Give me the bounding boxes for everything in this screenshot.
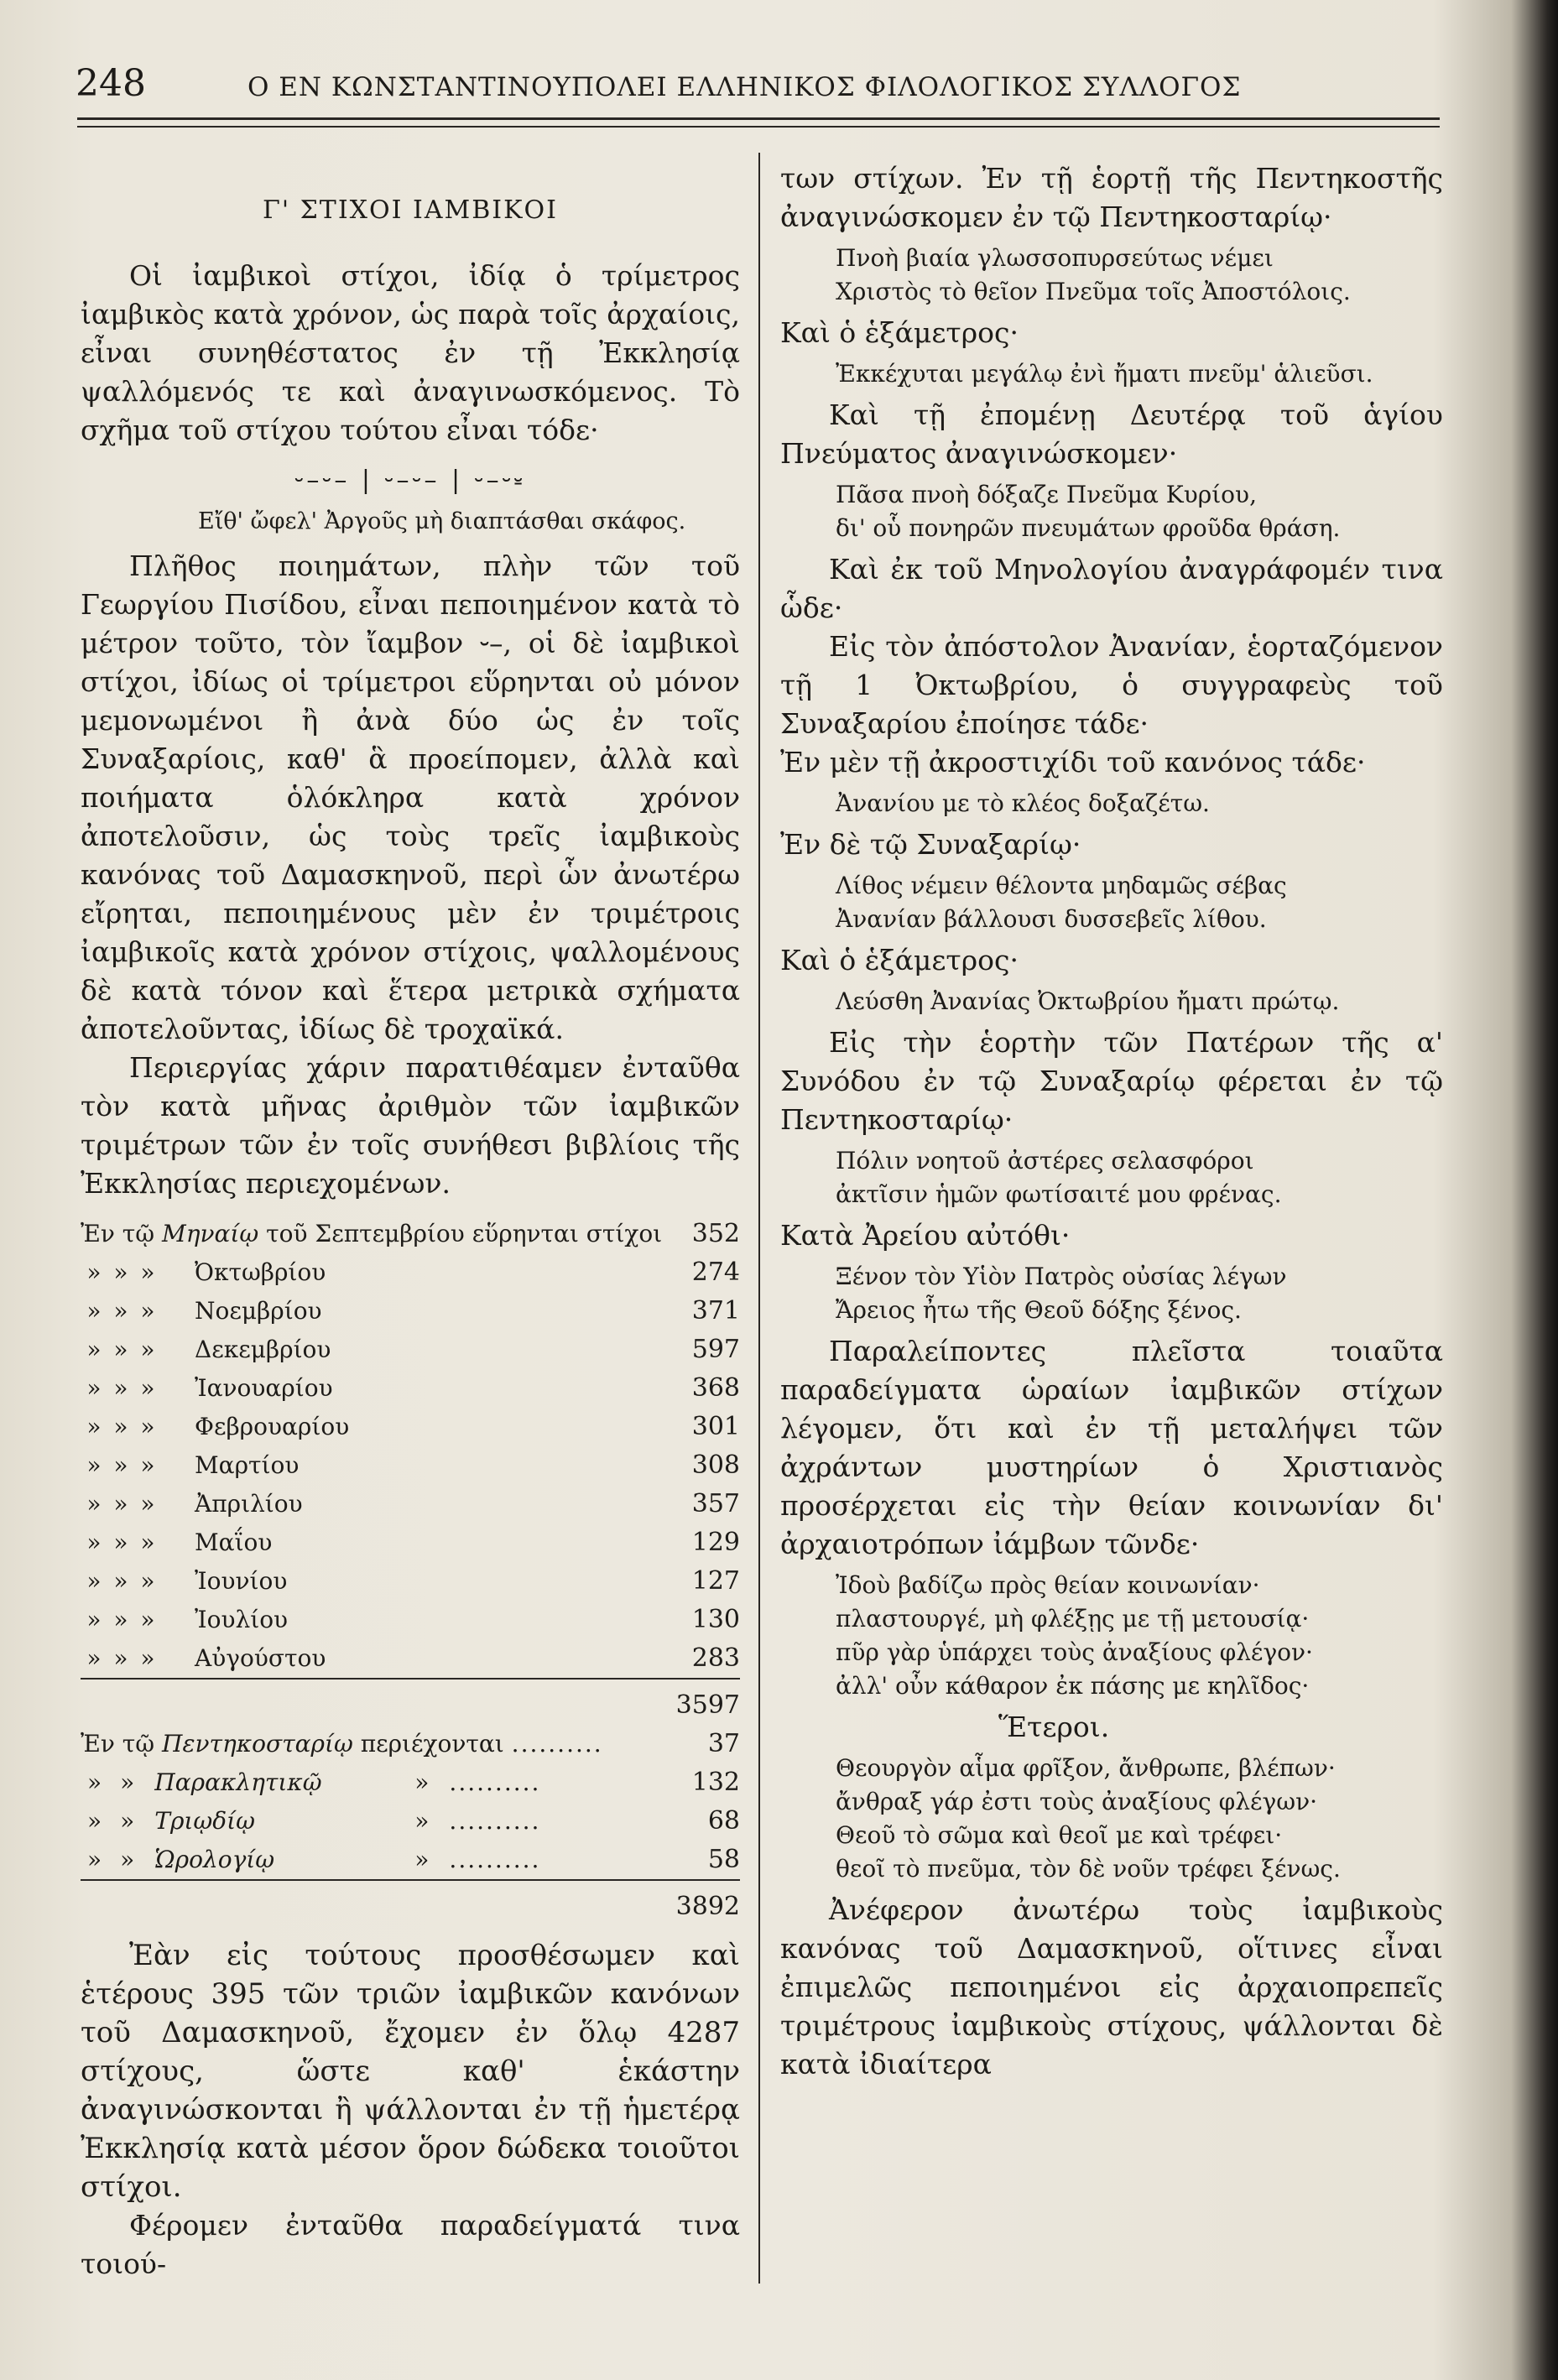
ditto-mark: » bbox=[113, 1336, 128, 1363]
ditto-mark: » bbox=[113, 1490, 128, 1518]
ditto-mark: » bbox=[86, 1529, 102, 1556]
paragraph: Εἰς τὴν ἑορτὴν τῶν Πατέρων τῆς α' Συνόδου ἐν τῷ Συναξαρίῳ φέρεται ἐν τῷ Πεντηκοσταρίῳ· bbox=[780, 1026, 1443, 1136]
ditto-mark: » bbox=[87, 1846, 102, 1873]
ditto-mark: » bbox=[120, 1768, 135, 1796]
table-row bbox=[81, 1253, 740, 1292]
ditto-mark: » bbox=[86, 1336, 102, 1363]
row-month: Ὀκτωβρίου bbox=[195, 1258, 326, 1286]
ditto-mark: » bbox=[113, 1529, 128, 1556]
verse-block bbox=[780, 1569, 1443, 1703]
ditto-mark: » bbox=[113, 1413, 128, 1440]
section-heading: Γ' ΣΤΙΧΟΙ ΙΑΜΒΙΚΟΙ bbox=[263, 195, 558, 225]
verse-line: Πόλιν νοητοῦ ἀστέρες σελασφόροι bbox=[836, 1147, 1254, 1174]
page-header bbox=[76, 62, 1451, 112]
ditto-mark: » bbox=[86, 1413, 102, 1440]
row-month: Αὐγούστου bbox=[195, 1644, 326, 1672]
book-name: Ὡρολογίῳ bbox=[154, 1846, 275, 1873]
verse-block bbox=[780, 1144, 1443, 1211]
row-month: Ἰουνίου bbox=[195, 1567, 288, 1595]
verse-line: Ἀνανίου με τὸ κλέος δοξαζέτω. bbox=[836, 789, 1210, 817]
column-divider bbox=[758, 153, 760, 2284]
paragraph: Καὶ ὁ ἑξάμετρος· bbox=[780, 944, 1019, 976]
row-value: 127 bbox=[691, 1566, 740, 1596]
row-month: Ἰουλίου bbox=[195, 1606, 289, 1633]
row-month: τοῦ Σεπτεμβρίου εὕρηνται στίχοι bbox=[266, 1220, 663, 1247]
running-title: Ο ΕΝ ΚΩΝΣΤΑΝΤΙΝΟΥΠΟΛΕΙ ΕΛΛΗΝΙΚΟΣ ΦΙΛΟΛΟΓΙΚΟΣ ΣΥΛΛΟΓΟΣ bbox=[248, 72, 1242, 102]
row-month: Ἀπριλίου bbox=[195, 1490, 303, 1518]
row-month: Δεκεμβρίου bbox=[195, 1336, 331, 1363]
verse-block bbox=[780, 1752, 1443, 1886]
row-value: 368 bbox=[691, 1373, 740, 1403]
ditto-mark: » bbox=[140, 1490, 155, 1518]
ditto-mark: » bbox=[113, 1451, 128, 1479]
ditto-mark: » bbox=[140, 1567, 155, 1595]
ditto-mark: » bbox=[140, 1374, 155, 1402]
ditto-mark: » bbox=[87, 1768, 102, 1796]
row-value: 37 bbox=[707, 1729, 740, 1758]
row-month: Ἰανουαρίου bbox=[195, 1374, 333, 1402]
verse-line: Πᾶσα πνοὴ δόξαζε Πνεῦμα Κυρίου, bbox=[836, 481, 1257, 508]
ditto-mark: » bbox=[140, 1451, 155, 1479]
table-row bbox=[81, 1562, 740, 1601]
verse-block bbox=[780, 242, 1443, 309]
table-row bbox=[81, 1841, 740, 1880]
verse-line: δι' οὗ πονηρῶν πνευμάτων φροῦδα θράση. bbox=[836, 514, 1341, 542]
verse-line: ἀλλ' οὖν κάθαρον ἐκ πάσης με κηλῖδος· bbox=[836, 1672, 1310, 1700]
verse-block bbox=[780, 985, 1443, 1018]
verse-line: Πνοὴ βιαία γλωσσοπυρσεύτως νέμει bbox=[836, 244, 1274, 272]
row-month: Φεβρουαρίου bbox=[195, 1413, 350, 1440]
ditto-mark: » bbox=[86, 1451, 102, 1479]
paragraph: Καὶ τῇ ἐπομένῃ Δευτέρᾳ τοῦ ἁγίου Πνεύματος ἀναγινώσκομεν· bbox=[780, 398, 1443, 470]
ditto-mark: » bbox=[113, 1297, 128, 1325]
paragraph: Ἀνέφερον ἀνωτέρω τοὺς ἰαμβικοὺς κανόνας τοῦ Δαμασκηνοῦ, οἵτινες εἶναι ἐπιμελῶς πεποιημένοι εἰς ἀρχαιοπρεπεῖς τριμέτρους ἰαμβικοὺς στίχους, ψάλλονται δὲ κατὰ ἰδιαίτερα bbox=[780, 1893, 1443, 2081]
table-row bbox=[81, 1292, 740, 1331]
ditto-mark: » bbox=[113, 1606, 128, 1633]
row-month: Νοεμβρίου bbox=[195, 1297, 322, 1325]
ditto-mark: » bbox=[140, 1413, 155, 1440]
ditto-mark: » bbox=[86, 1297, 102, 1325]
ditto-mark: » bbox=[140, 1297, 155, 1325]
header-rule-thin bbox=[77, 126, 1440, 128]
paragraph: Εἰς τὸν ἀπόστολον Ἀνανίαν, ἑορταζόμενον τῇ 1 Ὀκτωβρίου, ὁ συγγραφεὺς τοῦ Συναξαρίου ἐποίησε τάδε· bbox=[780, 630, 1443, 740]
verse-line: θεοῖ τὸ πνεῦμα, τὸν δὲ νοῦν τρέφει ξένως. bbox=[836, 1855, 1341, 1883]
leader-dots: .......... bbox=[449, 1768, 541, 1796]
subtotal-value: 3597 bbox=[664, 1679, 740, 1725]
paragraph: Καὶ ὁ ἑξάμετρος· bbox=[780, 316, 1019, 349]
left-column bbox=[81, 159, 740, 2284]
paragraph: Καὶ ἐκ τοῦ Μηνολογίου ἀναγράφομέν τινα ὧδε· bbox=[780, 553, 1443, 624]
row-value: 352 bbox=[691, 1219, 740, 1248]
paragraph: Περιεργίας χάριν παρατιθέαμεν ἐνταῦθα τὸν κατὰ μῆνας ἀριθμὸν τῶν ἰαμβικῶν τριμέτρων τῶν ἐν τοῖς συνήθεσι βιβλίοις τῆς Ἐκκλησίας περιεχομένων. bbox=[81, 1051, 740, 1200]
book-name: Πεντηκοσταρίῳ bbox=[162, 1730, 353, 1758]
verse-line: πῦρ γὰρ ὑπάρχει τοὺς ἀναξίους φλέγον· bbox=[836, 1638, 1313, 1666]
paragraph: Οἱ ἰαμβικοὶ στίχοι, ἰδίᾳ ὁ τρίμετρος ἰαμβικὸς κατὰ χρόνον, ὡς παρὰ τοῖς ἀρχαίοις, εἶναι συνηθέστατος ἐν τῇ Ἐκκλησίᾳ ψαλλόμενός τε καὶ ἀναγινωσκόμενος. Τὸ σχῆμα τοῦ στίχου τούτου εἶναι τόδε· bbox=[81, 259, 740, 446]
right-column bbox=[780, 159, 1443, 2084]
book-name: Παρακλητικῷ bbox=[154, 1768, 322, 1796]
example-verse: Εἴθ' ὤφελ' Ἀργοῦς μὴ διαπτάσθαι σκάφος. bbox=[198, 508, 686, 534]
row-value: 283 bbox=[691, 1643, 740, 1673]
paragraph: Φέρομεν ἐνταῦθα παραδείγματά τινα τοιού- bbox=[81, 2209, 740, 2280]
row-month: Μαΐου bbox=[195, 1529, 273, 1556]
book-name: Μηναίῳ bbox=[162, 1220, 259, 1247]
ditto-mark: » bbox=[86, 1567, 102, 1595]
ditto-mark: » bbox=[86, 1374, 102, 1402]
row-prefix: Ἐν τῷ bbox=[81, 1730, 155, 1758]
verse-line: Λίθος νέμειν θέλοντα μηδαμῶς σέβας bbox=[836, 872, 1287, 899]
ditto-mark: » bbox=[140, 1644, 155, 1672]
subtotal-row bbox=[81, 1679, 740, 1725]
ditto-mark: » bbox=[140, 1606, 155, 1633]
table-row bbox=[81, 1639, 740, 1679]
row-value: 68 bbox=[707, 1806, 740, 1836]
verse-line: Λεύσθη Ἀνανίας Ὀκτωβρίου ἤματι πρώτῳ. bbox=[836, 987, 1340, 1015]
table-row bbox=[81, 1215, 740, 1253]
ditto-mark: » bbox=[86, 1644, 102, 1672]
verse-count-table bbox=[81, 1215, 740, 1926]
ditto-mark: » bbox=[120, 1807, 135, 1835]
paragraph: των στίχων. Ἐν τῇ ἑορτῇ τῆς Πεντηκοστῆς ἀναγινώσκομεν ἐν τῷ Πεντηκοσταρίῳ· bbox=[780, 162, 1443, 233]
verse-block bbox=[780, 787, 1443, 820]
table-row bbox=[81, 1725, 740, 1763]
table-row bbox=[81, 1446, 740, 1485]
row-value: 357 bbox=[691, 1489, 740, 1518]
ditto-mark: » bbox=[113, 1567, 128, 1595]
ditto-mark: » bbox=[140, 1529, 155, 1556]
row-prefix: Ἐν τῷ bbox=[81, 1220, 155, 1247]
table-row bbox=[81, 1485, 740, 1523]
ditto-mark: » bbox=[86, 1490, 102, 1518]
row-text: περιέχονται bbox=[360, 1730, 504, 1758]
ditto-mark: » bbox=[86, 1258, 102, 1286]
row-value: 301 bbox=[691, 1412, 740, 1441]
paragraph: Ἐν δὲ τῷ Συναξαρίῳ· bbox=[780, 828, 1081, 861]
paragraph: Πλῆθος ποιημάτων, πλὴν τῶν τοῦ Γεωργίου Πισίδου, εἶναι πεποιημένον κατὰ τὸ μέτρον τοῦτο, τὸν ἴαμβον ⏑–, οἱ δὲ ἰαμβικοὶ στίχοι, ἰδίως οἱ τρίμετροι εὕρηνται οὐ μόνον μεμονωμένοι ἢ ἀνὰ δύο ὡς ἐν τοῖς Συναξαρίοις, καθ' ἃ προείπομεν, ἀλλὰ καὶ ποιήματα ὁλόκληρα κατὰ χρόνον ἀποτελοῦσιν, ὡς τοὺς τρεῖς ἰαμβικοὺς κανόνας τοῦ Δαμασκηνοῦ, περὶ ὧν ἀνωτέρω εἴρηται, πεποιημένους μὲν ἐν τριμέτροις ἰαμβικοῖς κατὰ χρόνον στίχοις, ψαλλομένους δὲ κατὰ τόνον καὶ ἕτερα μετρικὰ σχήματα ἀποτελοῦντας, ἰδίως δὲ τροχαϊκά. bbox=[81, 549, 740, 1045]
ditto-mark: » bbox=[414, 1807, 430, 1835]
row-value: 597 bbox=[691, 1335, 740, 1364]
verse-line: Θεουργὸν αἷμα φρῖξον, ἄνθρωπε, βλέπων· bbox=[836, 1754, 1336, 1782]
verse-block bbox=[780, 478, 1443, 545]
meter-scheme: ⏑–⏑– | ⏑–⏑– | ⏑–⏑⏓ bbox=[294, 466, 526, 495]
row-value: 308 bbox=[691, 1450, 740, 1480]
verse-line: Ξένον τὸν Υἱὸν Πατρὸς οὐσίας λέγων bbox=[836, 1263, 1287, 1290]
ditto-mark: » bbox=[113, 1374, 128, 1402]
ditto-mark: » bbox=[414, 1768, 430, 1796]
subtotal-value: 3892 bbox=[664, 1880, 740, 1926]
verse-line: Ἐκκέχυται μεγάλῳ ἐνὶ ἤματι πνεῦμ' ἁλιεῦσι. bbox=[836, 360, 1373, 388]
header-rule bbox=[77, 117, 1440, 120]
row-value: 132 bbox=[691, 1768, 740, 1797]
verse-line: ἀκτῖσιν ἡμῶν φωτίσαιτέ μου φρένας. bbox=[836, 1180, 1282, 1208]
ditto-mark: » bbox=[414, 1846, 430, 1873]
paragraph: Ἕτεροι. bbox=[998, 1711, 1110, 1743]
subtotal-row bbox=[81, 1880, 740, 1926]
ditto-mark: » bbox=[87, 1807, 102, 1835]
ditto-mark: » bbox=[120, 1846, 135, 1873]
ditto-mark: » bbox=[113, 1644, 128, 1672]
verse-line: Θεοῦ τὸ σῶμα καὶ θεοῖ με καὶ τρέφει· bbox=[836, 1821, 1283, 1849]
verse-line: Ἄρειος ἦτω τῆς Θεοῦ δόξης ξένος. bbox=[836, 1296, 1242, 1324]
page-number: 248 bbox=[76, 62, 146, 105]
row-value: 274 bbox=[691, 1258, 740, 1287]
verse-line: πλαστουργέ, μὴ φλέξῃς με τῇ μετουσίᾳ· bbox=[836, 1605, 1310, 1633]
leader-dots: .......... bbox=[449, 1846, 541, 1873]
leader-dots: .......... bbox=[449, 1807, 541, 1835]
verse-line: Ἀνανίαν βάλλουσι δυσσεβεῖς λίθου. bbox=[836, 905, 1267, 933]
verse-block bbox=[780, 357, 1443, 391]
leader-dots: .......... bbox=[511, 1730, 603, 1758]
verse-line: ἄνθραξ γάρ ἐστι τοὺς ἀναξίους φλέγων· bbox=[836, 1788, 1317, 1815]
paragraph: Ἐὰν εἰς τούτους προσθέσωμεν καὶ ἑτέρους 395 τῶν τριῶν ἰαμβικῶν κανόνων τοῦ Δαμασκηνοῦ, ἔχομεν ἐν ὅλῳ 4287 στίχους, ὥστε καθ' ἑκάστην ἀναγινώσκονται ἢ ψάλλονται ἐν τῇ ἡμετέρᾳ Ἐκκλησίᾳ κατὰ μέσον ὅρον δώδεκα τοιοῦτοι στίχοι. bbox=[81, 1939, 740, 2204]
book-name: Τριῳδίῳ bbox=[154, 1807, 255, 1835]
paragraph: Ἐν μὲν τῇ ἀκροστιχίδι τοῦ κανόνος τάδε· bbox=[780, 746, 1366, 779]
verse-block bbox=[780, 1260, 1443, 1327]
table-row bbox=[81, 1523, 740, 1562]
ditto-mark: » bbox=[86, 1606, 102, 1633]
row-month: Μαρτίου bbox=[195, 1451, 300, 1479]
ditto-mark: » bbox=[140, 1258, 155, 1286]
row-value: 58 bbox=[707, 1845, 740, 1874]
row-value: 371 bbox=[691, 1296, 740, 1325]
table-row bbox=[81, 1802, 740, 1841]
paragraph: Παραλείποντες πλεῖστα τοιαῦτα παραδείγματα ὡραίων ἰαμβικῶν στίχων λέγομεν, ὅτι καὶ ἐν τῇ μεταλήψει τῶν ἀχράντων μυστηρίων ὁ Χριστιανὸς προσέρχεται εἰς τὴν θείαν κοινωνίαν δι' ἀρχαιοτρόπων ἰάμβων τῶνδε· bbox=[780, 1335, 1443, 1560]
table-row bbox=[81, 1369, 740, 1408]
verse-line: Χριστὸς τὸ θεῖον Πνεῦμα τοῖς Ἀποστόλοις. bbox=[836, 278, 1351, 305]
table-row bbox=[81, 1331, 740, 1369]
row-value: 129 bbox=[691, 1528, 740, 1557]
verse-line: Ἰδοὺ βαδίζω πρὸς θείαν κοινωνίαν· bbox=[836, 1571, 1260, 1599]
table-row bbox=[81, 1763, 740, 1802]
ditto-mark: » bbox=[140, 1336, 155, 1363]
row-value: 130 bbox=[691, 1605, 740, 1634]
table-row bbox=[81, 1601, 740, 1639]
verse-block bbox=[780, 869, 1443, 936]
paragraph: Κατὰ Ἀρείου αὐτόθι· bbox=[780, 1219, 1071, 1252]
table-row bbox=[81, 1408, 740, 1446]
ditto-mark: » bbox=[113, 1258, 128, 1286]
